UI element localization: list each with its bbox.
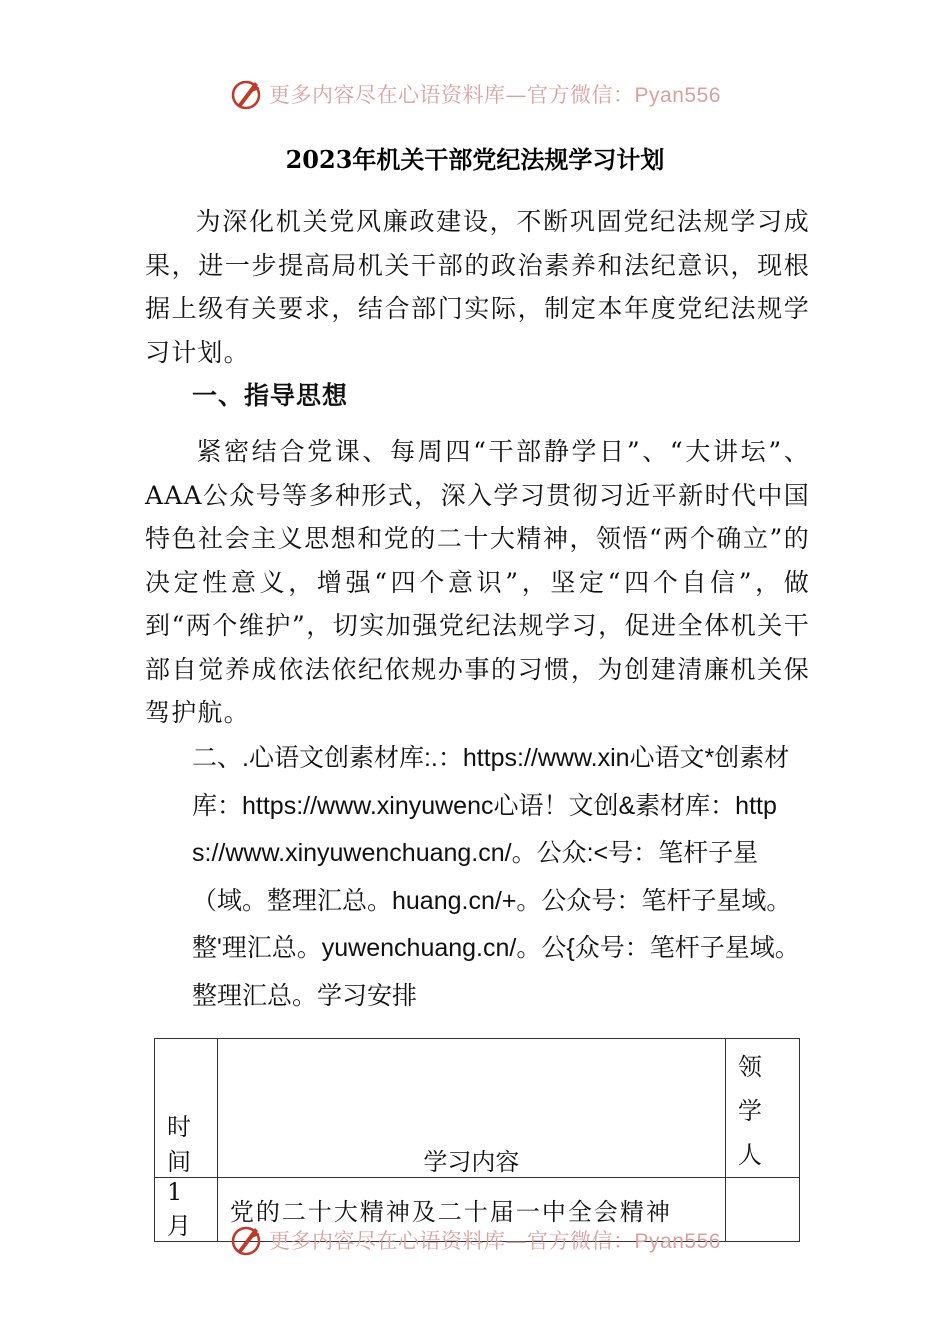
banner-wechat-id: Pyan556 xyxy=(634,84,721,107)
intro-paragraph xyxy=(145,200,810,374)
section1-text: 紧密结合党课、每周四“干部静学日”、“大讲坛”、AAA公众号等多种形式，深入学习贯彻习近平新时代中国特色社会主义思想和党的二十大精神，领悟“两个确立”的决定性意义，增强“四个意识”，坚定“四个自信”，做到“两个维护”，切实加强党纪法规学习，促进全体机关干部自觉养成依法依纪依规办事的习惯，为创建清廉机关保驾护航。 xyxy=(145,437,810,727)
header-time: 时间 xyxy=(155,1039,218,1178)
footer-watermark-banner xyxy=(0,1218,950,1262)
header-watermark-banner xyxy=(0,72,950,116)
cell-content: 党的二十大精神及二十届一中全会精神 xyxy=(217,1178,725,1242)
header-content: 学习内容 xyxy=(217,1039,725,1178)
section1-paragraph xyxy=(145,430,810,735)
banner-text: 更多内容尽在心语资料库—官方微信： xyxy=(269,1229,635,1253)
banner-wechat-id: Pyan556 xyxy=(634,1230,721,1253)
header-leader: 领学人 xyxy=(725,1039,799,1178)
banner-text: 更多内容尽在心语资料库—官方微信： xyxy=(269,83,635,107)
cell-month: 1月 xyxy=(155,1178,218,1242)
quill-logo-icon xyxy=(229,76,265,112)
table-header-row xyxy=(155,1039,800,1178)
study-plan-table xyxy=(154,1038,800,1242)
section2-heading: 二、.心语文创素材库:.：https://www.xin心语文*创素材库：https://www.xinyuwenc心语！文创&素材库：https://www.xinyuwenchuang.cn/。公众:<号：笔杆子星（域。整理汇总。huang.cn/+。公众号：笔杆子星域。整'理汇总。yuwenchuang.cn/。公{众号：笔杆子星域。整理汇总。学习安排 xyxy=(192,744,800,1010)
section1-heading: 一、指导思想 xyxy=(192,381,349,410)
quill-logo-icon xyxy=(229,1222,265,1258)
intro-text: 为深化机关党风廉政建设，不断巩固党纪法规学习成果，进一步提高局机关干部的政治素养和法纪意识，现根据上级有关要求，结合部门实际，制定本年度党纪法规学习计划。 xyxy=(145,207,810,367)
document-title: 2023年机关干部党纪法规学习计划 xyxy=(285,145,665,174)
